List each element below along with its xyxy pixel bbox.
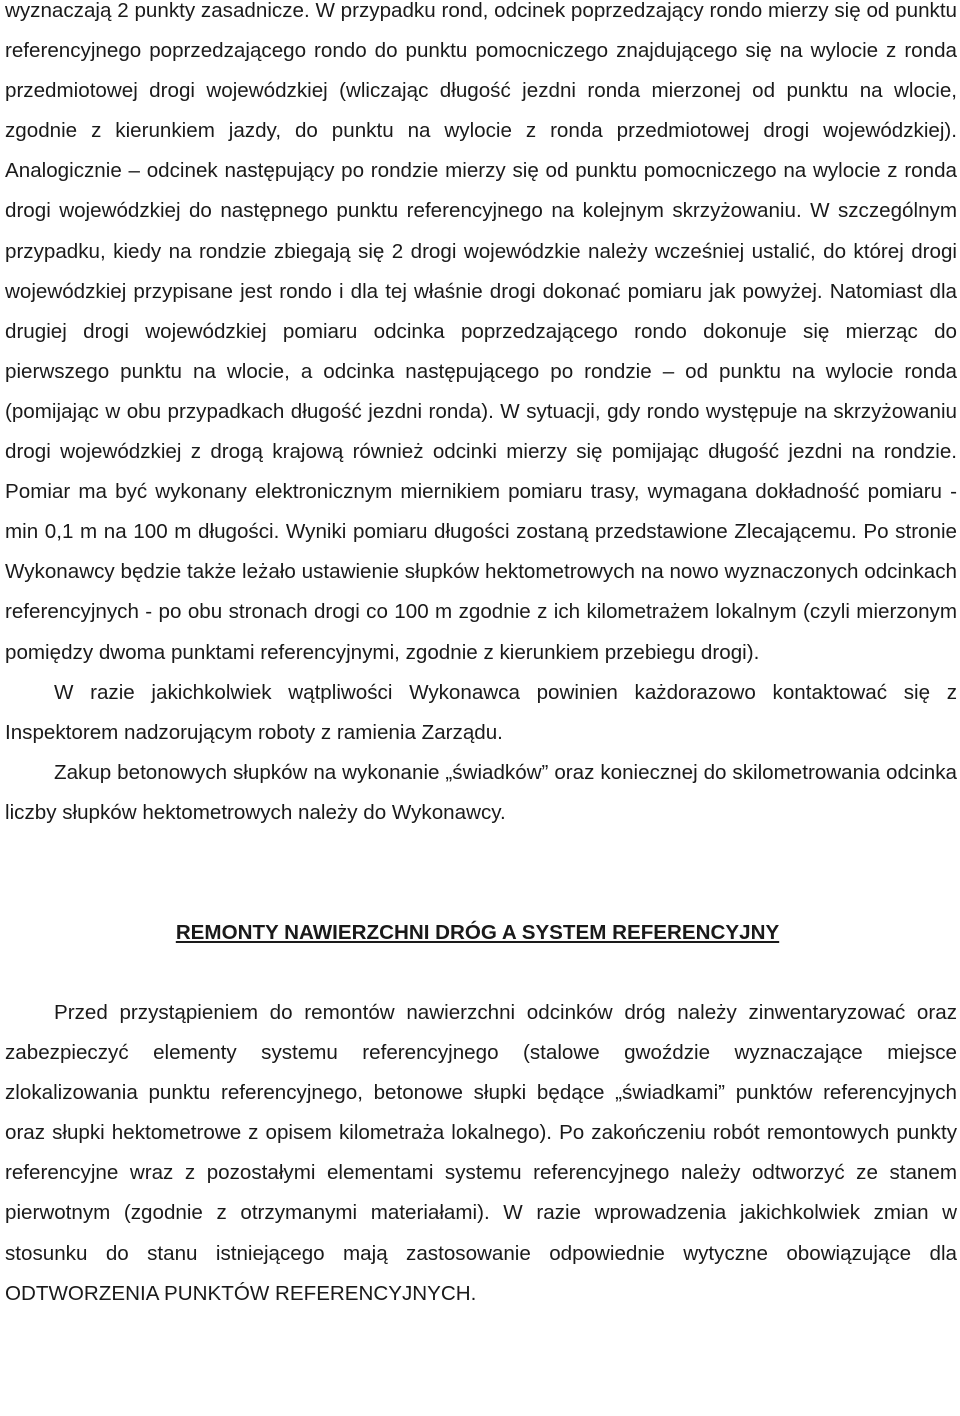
paragraph-pavement-repairs: Przed przystąpieniem do remontów nawierzchni odcinków dróg należy zinwentaryzować oraz zabezpieczyć elementy systemu referencyjnego (stalowe gwoździe wyznaczające miejsce zlokalizowania punktu referencyjnego, betonowe słupki będące „świadkami” punktów referencyjnych oraz słupki hektometrowe z opisem kilometraża lokalnego). Po zakończeniu robót remontowych punkty referencyjne wraz z pozostałymi elementami systemu referencyjnego należy odtworzyć ze stanem pierwotnym (zgodnie z otrzymanymi materiałami). W razie wprowadzenia jakichkolwiek zmian w stosunku do stanu istniejącego mają zastosowanie odpowiednie wytyczne obowiązujące dla ODTWORZENIA PUNKTÓW REFERENCYJNYCH. bbox=[5, 1000, 957, 1305]
paragraph-roundabout-measurement: wyznaczają 2 punkty zasadnicze. W przypadku rond, odcinek poprzedzający rondo mierzy się od punktu referencyjnego poprzedzającego rondo do punktu pomocniczego znajdującego się na wylocie z ronda przedmiotowej drogi wojewódzkiej (wliczając długość jezdni ronda mierzonej od punktu na wlocie, zgodnie z kierunkiem jazdy, do punktu na wylocie z ronda przedmiotowej drogi wojewódzkiej). Analogicznie – odcinek następujący po rondzie mierzy się od punktu pomocniczego na wylocie z ronda drogi wojewódzkiej do następnego punktu referencyjnego na kolejnym skrzyżowaniu. W szczególnym przypadku, kiedy na rondzie zbiegają się 2 drogi wojewódzkie należy wcześniej ustalić, do której drogi wojewódzkiej przypisane jest rondo i dla tej właśnie drogi dokonać pomiaru jak powyżej. Natomiast dla drugiej drogi wojewódzkiej pomiaru odcinka poprzedzającego rondo dokonuje się mierząc do pierwszego punktu na wlocie, a odcinka następującego po rondzie – od punktu na wylocie ronda (pomijając w obu przypadkach długość jezdni ronda). W sytuacji, gdy rondo występuje na skrzyżowaniu drogi wojewódzkiej z drogą krajową również odcinki mierzy się pomijając długość jezdni na rondzie. Pomiar ma być wykonany elektronicznym miernikiem pomiaru trasy, wymagana dokładność pomiaru - min 0,1 m na 100 m długości. Wyniki pomiaru długości zostaną przedstawione Zlecającemu. Po stronie Wykonawcy będzie także leżało ustawienie słupków hektometrowych na nowo wyznaczonych odcinkach referencyjnych - po obu stronach drogi co 100 m zgodnie z ich kilometrażem lokalnym (czyli mierzonym pomiędzy dwoma punktami referencyjnymi, zgodnie z kierunkiem przebiegu drogi). bbox=[5, 0, 957, 664]
section-heading: REMONTY NAWIERZCHNI DRÓG A SYSTEM REFERENCYJNY bbox=[175, 920, 780, 944]
paragraph-inspector-contact: W razie jakichkolwiek wątpliwości Wykonawca powinien każdorazowo kontaktować się z Inspektorem nadzorującym roboty z ramienia Zarządu. bbox=[5, 680, 957, 744]
paragraph-purchase-posts: Zakup betonowych słupków na wykonanie „świadków” oraz koniecznej do skilometrowania odcinka liczby słupków hektometrowych należy do Wykonawcy. bbox=[5, 760, 957, 824]
document-page bbox=[5, 0, 957, 1314]
